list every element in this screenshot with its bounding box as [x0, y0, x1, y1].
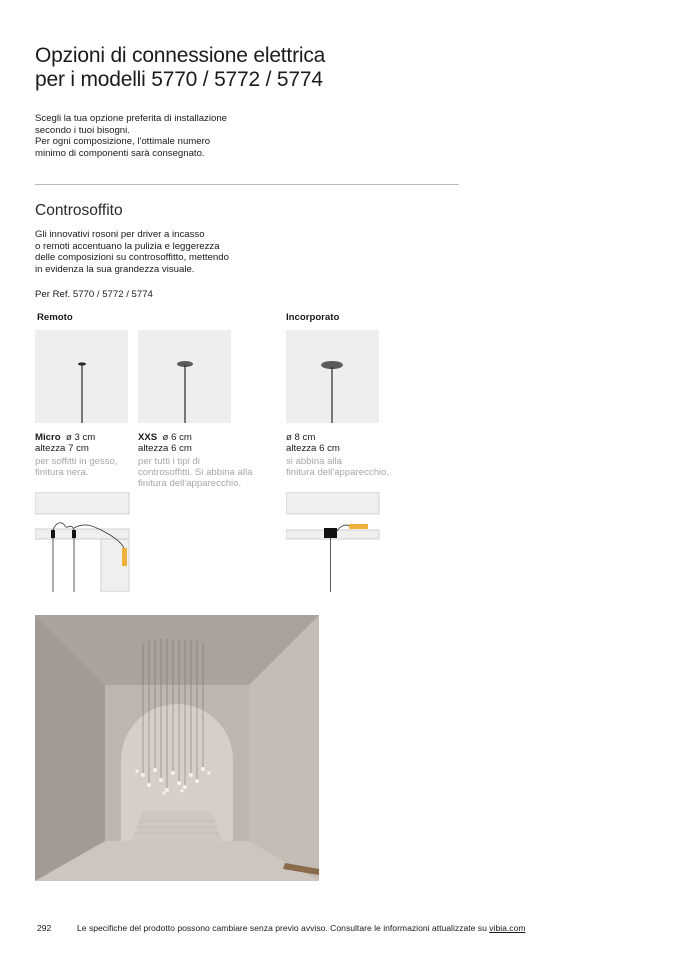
built-in-canopy-image: [286, 330, 379, 423]
xxs-canopy-image: [138, 330, 231, 423]
page-number: 292: [37, 923, 52, 933]
page-title: Opzioni di connessione elettrica per i modelli 5770 / 5772 / 5774: [35, 44, 326, 91]
group-label-built-in: Incorporato: [286, 312, 340, 323]
section-description: Gli innovativi rosoni per driver a incasso o remoti accentuano la pulizia e leggerezza delle composizioni su controsoffitto, mettendo in evidenza la sua grandezza visuale.: [35, 229, 229, 275]
intro-paragraph: Scegli la tua opzione preferita di installazione secondo i tuoi bisogni. Per ogni composizione, l'ottimale numero minimo di componenti sarà consegnato.: [35, 113, 227, 159]
room-installation-photo: [35, 615, 319, 881]
reference-models: Per Ref. 5770 / 5772 / 5774: [35, 289, 153, 300]
section-heading: Controsoffito: [35, 202, 123, 219]
remote-installation-diagram: [35, 492, 135, 592]
built-in-installation-diagram: [286, 492, 381, 592]
website-link[interactable]: vibia.com: [489, 923, 526, 933]
divider: [35, 184, 459, 185]
xxs-caption: XXS ø 6 cm altezza 6 cm per tutti i tipi di controsoffitti. Si abbina alla finitura dell'apparecchio.: [138, 432, 253, 489]
built-in-caption: ø 8 cm altezza 6 cm si abbina alla finitura dell'apparecchio.: [286, 432, 390, 478]
micro-caption: Micro ø 3 cm altezza 7 cm per soffitti in gesso, finitura nera.: [35, 432, 118, 478]
footer-disclaimer: Le specifiche del prodotto possono cambiare senza previo avviso. Consultare le informazioni attualizzate su vibia.com: [77, 923, 526, 933]
micro-canopy-image: [35, 330, 128, 423]
group-label-remote: Remoto: [37, 312, 73, 323]
